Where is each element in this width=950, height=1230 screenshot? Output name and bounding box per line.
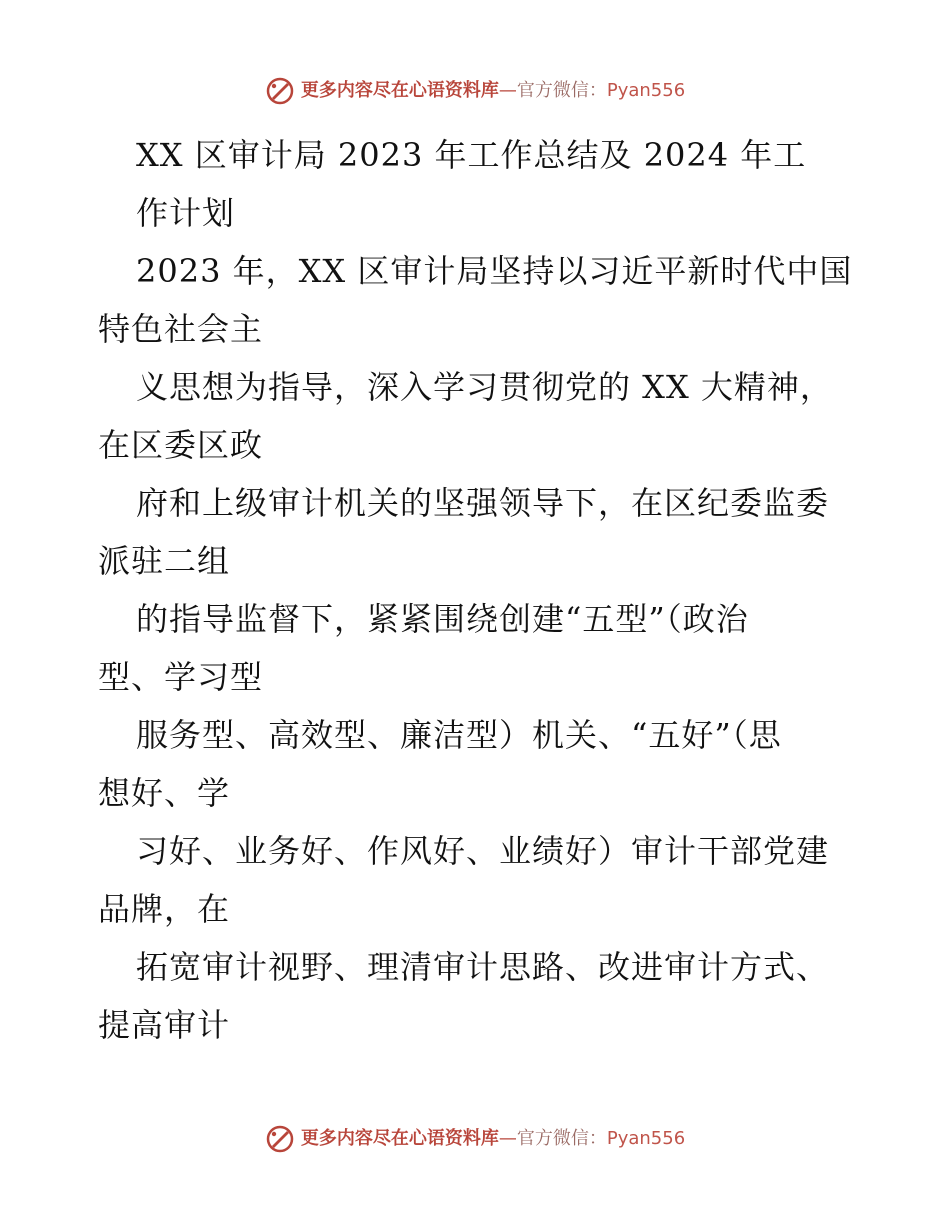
watermark-separator: — <box>498 1128 517 1149</box>
pen-seal-icon <box>265 76 295 106</box>
watermark-separator: — <box>498 80 517 101</box>
paragraph-line: 义思想为指导，深入学习贯彻党的 XX 大精神， <box>136 368 833 406</box>
paragraph-line: 提高审计 <box>98 1006 231 1044</box>
paragraph-line: 型、学习型 <box>98 658 264 696</box>
paragraph-line: 派驻二组 <box>98 542 231 580</box>
paragraph-line: 习好、业务好、作风好、业绩好）审计干部党建 <box>136 832 830 870</box>
paragraph-line: 品牌，在 <box>98 890 231 928</box>
paragraph-line: 府和上级审计机关的坚强领导下，在区纪委监委 <box>136 484 830 522</box>
document-body <box>98 126 878 1054</box>
title-line-2: 作计划 <box>136 194 236 232</box>
header-watermark <box>0 76 950 106</box>
paragraph-line: 服务型、高效型、廉洁型）机关、“五好”（思 <box>136 716 782 754</box>
paragraph-line: 的指导监督下，紧紧围绕创建“五型”（政治 <box>136 600 749 638</box>
paragraph-line: 拓宽审计视野、理清审计思路、改进审计方式、 <box>136 948 830 986</box>
paragraph-line: 在区委区政 <box>98 426 264 464</box>
watermark-wechat-id: Pyan556 <box>606 1128 686 1149</box>
paragraph-line: 想好、学 <box>98 774 231 812</box>
watermark-wechat-label: 官方微信： <box>516 1128 607 1149</box>
paragraph-line: 2023 年，XX 区审计局坚持以习近平新时代中国 <box>136 252 853 290</box>
watermark-wechat-id: Pyan556 <box>606 80 686 101</box>
title-line-1: XX 区审计局 2023 年工作总结及 2024 年工 <box>136 136 807 174</box>
pen-seal-icon <box>265 1124 295 1154</box>
footer-watermark <box>0 1124 950 1154</box>
watermark-brand: 更多内容尽在心语资料库 <box>300 1128 499 1149</box>
watermark-wechat-label: 官方微信： <box>516 80 607 101</box>
watermark-brand: 更多内容尽在心语资料库 <box>300 80 499 101</box>
paragraph-line: 特色社会主 <box>98 310 264 348</box>
